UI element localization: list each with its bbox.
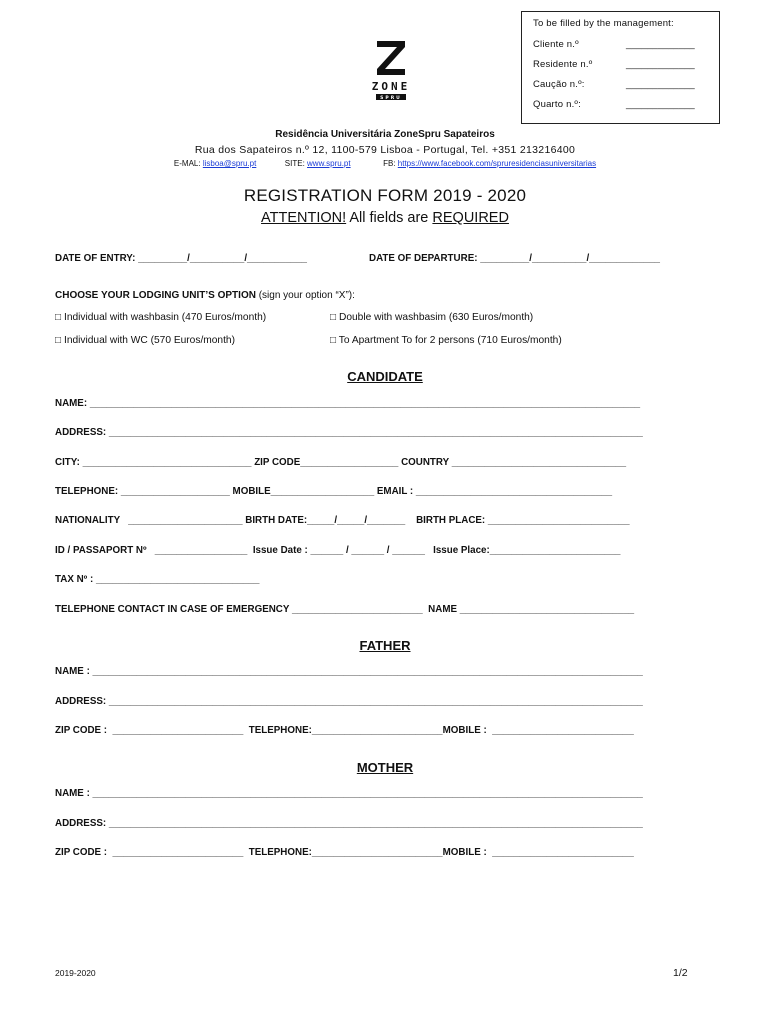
candidate-phone-mobile-email-field[interactable]: TELEPHONE: ____________________ MOBILE___________________ EMAIL : ____________________________________: [55, 486, 613, 497]
form-title: REGISTRATION FORM 2019 - 2020: [243, 186, 527, 205]
fb-label: FB:: [383, 159, 396, 168]
candidate-id-passport-field[interactable]: ID / PASSAPORT Nº _________________ Issue Date : ______ / ______ / ______ Issue Place:________________________: [55, 545, 621, 556]
candidate-tax-field[interactable]: TAX Nº : ______________________________: [55, 574, 260, 585]
father-address-field[interactable]: ADDRESS: __________________________________________________________________________________________________: [55, 696, 643, 707]
option-individual-washbasin[interactable]: □ Individual with washbasin (470 Euros/month): [55, 312, 267, 323]
candidate-city-zip-country-field[interactable]: CITY: _______________________________ ZIP CODE__________________ COUNTRY ________________________________: [55, 457, 627, 468]
caucao-field[interactable]: _____________: [626, 79, 695, 90]
svg-text:SPRU: SPRU: [380, 96, 402, 101]
contact-line: [0, 159, 770, 168]
quarto-field[interactable]: _____________: [626, 99, 695, 110]
logo-mark: [365, 39, 417, 101]
date-of-departure-field[interactable]: DATE OF DEPARTURE: _________/__________/_____________: [369, 253, 661, 264]
father-name-field[interactable]: NAME : _____________________________________________________________________________________________________: [55, 666, 643, 677]
candidate-emergency-field[interactable]: TELEPHONE CONTACT IN CASE OF EMERGENCY ________________________ NAME ________________________________: [55, 604, 635, 615]
attention-middle: All fields are: [346, 210, 433, 226]
mother-name-field[interactable]: NAME : _____________________________________________________________________________________________________: [55, 788, 643, 799]
lodging-heading-rest: (sign your option “X”):: [255, 290, 355, 301]
attention-required: REQUIRED: [432, 210, 509, 226]
email-label: E-MAL:: [173, 159, 201, 168]
date-of-entry-field[interactable]: DATE OF ENTRY: _________/__________/___________: [55, 253, 307, 264]
option-double-washbasin[interactable]: □ Double with washbasim (630 Euros/month): [330, 312, 534, 323]
candidate-address-field[interactable]: ADDRESS: __________________________________________________________________________________________________: [55, 427, 643, 438]
site-link[interactable]: www.spru.pt: [307, 159, 351, 168]
mother-zip-phone-mobile-field[interactable]: ZIP CODE : ________________________ TELEPHONE:________________________MOBILE : __________________________: [55, 847, 634, 858]
residence-address: Rua dos Sapateiros n.º 12, 1100-579 Lisboa - Portugal, Tel. +351 213216400: [194, 144, 576, 156]
page-number: 1/2: [673, 967, 688, 979]
candidate-nationality-birth-field[interactable]: NATIONALITY _____________________ BIRTH DATE:_____/_____/_______ BIRTH PLACE: __________________________: [55, 515, 630, 526]
attention-line: [0, 210, 770, 226]
father-heading: FATHER: [359, 638, 411, 653]
caucao-label: Caução n.º:: [533, 79, 585, 90]
candidate-heading: CANDIDATE: [347, 369, 423, 384]
quarto-label: Quarto n.º:: [533, 99, 581, 110]
email-link[interactable]: lisboa@spru.pt: [202, 159, 257, 168]
attention-prefix: ATTENTION!: [261, 210, 347, 226]
option-individual-wc[interactable]: □ Individual with WC (570 Euros/month): [55, 335, 235, 346]
father-zip-phone-mobile-field[interactable]: ZIP CODE : ________________________ TELEPHONE:________________________MOBILE : __________________________: [55, 725, 634, 736]
lodging-heading-bold: CHOOSE YOUR LODGING UNIT’S OPTION: [55, 290, 256, 301]
zone-spru-logo: [365, 39, 417, 101]
option-apartment[interactable]: □ To Apartment To for 2 persons (710 Euros/month): [330, 335, 562, 346]
mother-address-field[interactable]: ADDRESS: __________________________________________________________________________________________________: [55, 818, 643, 829]
lodging-heading: [55, 290, 355, 301]
management-box: [521, 11, 720, 124]
facebook-link[interactable]: https://www.facebook.com/spruresidenciasuniversitarias: [397, 159, 597, 168]
residente-field[interactable]: _____________: [626, 59, 695, 70]
footer-year: 2019-2020: [55, 968, 96, 978]
mother-heading: MOTHER: [356, 760, 414, 775]
svg-text:ZONE: ZONE: [371, 80, 411, 93]
management-box-title: To be filled by the management:: [533, 18, 674, 29]
site-label: SITE:: [284, 159, 305, 168]
cliente-field[interactable]: _____________: [626, 39, 695, 50]
cliente-label: Cliente n.º: [533, 39, 579, 50]
residence-name: Residência Universitária ZoneSpru Sapateiros: [275, 129, 495, 140]
candidate-name-field[interactable]: NAME: _____________________________________________________________________________________________________: [55, 398, 641, 409]
residente-label: Residente n.º: [533, 59, 593, 70]
